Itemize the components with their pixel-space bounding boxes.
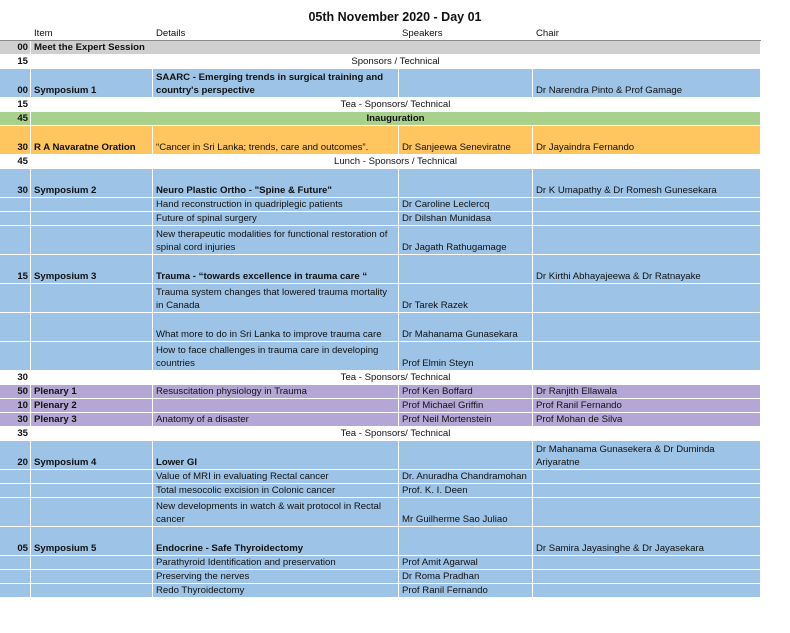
speakers-cell: Dr Tarek Razek <box>399 284 533 313</box>
table-row <box>0 584 761 598</box>
speakers-cell: Prof Elmin Steyn <box>399 342 533 371</box>
time-cell: 10 <box>0 399 31 413</box>
speakers-cell: Prof. K. I. Deen <box>399 484 533 498</box>
table-row <box>0 284 761 313</box>
time-cell: 50 <box>0 385 31 399</box>
table-row <box>0 69 761 98</box>
speakers-cell: Dr. Anuradha Chandramohan <box>399 470 533 484</box>
inauguration-label: Inauguration <box>31 112 761 126</box>
speakers-cell: Mr Guilherme Sao Juliao <box>399 498 533 527</box>
table-row <box>0 399 761 413</box>
details-cell: What more to do in Sri Lanka to improve trauma care <box>153 313 399 342</box>
time-cell: 20 <box>0 441 31 470</box>
chair-cell: Dr Mahanama Gunasekera & Dr Duminda Ariyaratne <box>533 441 761 470</box>
time-cell: 15 <box>0 98 31 112</box>
time-cell <box>0 198 31 212</box>
table-row <box>0 212 761 226</box>
time-cell <box>0 226 31 255</box>
speakers-cell: Prof Ranil Fernando <box>399 584 533 598</box>
item-cell: R A Navaratne Oration <box>31 126 153 155</box>
details-cell: New therapeutic modalities for functional restoration of spinal cord injuries <box>153 226 399 255</box>
time-cell: 35 <box>0 427 31 441</box>
details-cell: Total mesocolic excision in Colonic cancer <box>153 484 399 498</box>
time-cell: 00 <box>0 41 31 55</box>
item-cell <box>31 313 153 342</box>
header-speakers: Speakers <box>399 27 533 41</box>
speakers-cell: Prof Neil Mortenstein <box>399 413 533 427</box>
chair-cell <box>533 313 761 342</box>
speakers-cell: Prof Michael Griffin <box>399 399 533 413</box>
time-cell: 30 <box>0 413 31 427</box>
speakers-cell: Dr Dilshan Munidasa <box>399 212 533 226</box>
item-cell <box>31 284 153 313</box>
item-cell <box>31 470 153 484</box>
speakers-cell: Dr Roma Pradhan <box>399 570 533 584</box>
item-cell: Plenary 1 <box>31 385 153 399</box>
details-cell: Anatomy of a disaster <box>153 413 399 427</box>
speakers-cell <box>399 527 533 556</box>
chair-cell: Dr Jayaindra Fernando <box>533 126 761 155</box>
header-item: Item <box>31 27 153 41</box>
chair-cell <box>533 284 761 313</box>
item-cell <box>31 198 153 212</box>
time-cell <box>0 570 31 584</box>
item-cell: Symposium 3 <box>31 255 153 284</box>
speakers-cell: Prof Amit Agarwal <box>399 556 533 570</box>
time-cell: 00 <box>0 69 31 98</box>
speakers-cell: Dr Sanjeewa Seneviratne <box>399 126 533 155</box>
break-label: Sponsors / Technical <box>31 55 761 69</box>
time-cell: 45 <box>0 155 31 169</box>
break-label: Tea - Sponsors/ Technical <box>31 371 761 385</box>
chair-cell <box>533 226 761 255</box>
header-time <box>0 27 31 41</box>
details-cell: Lower GI <box>153 441 399 470</box>
table-row <box>0 342 761 371</box>
item-cell <box>31 342 153 371</box>
chair-cell: Dr Samira Jayasinghe & Dr Jayasekara <box>533 527 761 556</box>
time-cell <box>0 484 31 498</box>
time-cell <box>0 212 31 226</box>
table-row <box>0 169 761 198</box>
time-cell: 45 <box>0 112 31 126</box>
details-cell <box>153 399 399 413</box>
item-cell <box>31 484 153 498</box>
chair-cell <box>533 556 761 570</box>
break-row <box>0 427 761 441</box>
item-cell <box>31 584 153 598</box>
details-cell: Endocrine - Safe Thyroidectomy <box>153 527 399 556</box>
speakers-cell: Dr Jagath Rathugamage <box>399 226 533 255</box>
schedule-table <box>0 26 761 598</box>
item-cell: Symposium 2 <box>31 169 153 198</box>
item-cell: Symposium 1 <box>31 69 153 98</box>
item-cell: Symposium 4 <box>31 441 153 470</box>
item-cell <box>31 226 153 255</box>
break-row <box>0 371 761 385</box>
speakers-cell: Dr Caroline Leclercq <box>399 198 533 212</box>
chair-cell <box>533 570 761 584</box>
item-cell: Plenary 2 <box>31 399 153 413</box>
chair-cell: Prof Mohan de Silva <box>533 413 761 427</box>
time-cell: 30 <box>0 169 31 198</box>
details-cell: Parathyroid Identification and preservation <box>153 556 399 570</box>
break-label: Tea - Sponsors/ Technical <box>31 427 761 441</box>
table-row <box>0 570 761 584</box>
details-cell: Future of spinal surgery <box>153 212 399 226</box>
header-details: Details <box>153 27 399 41</box>
item-cell: Meet the Expert Session <box>31 41 761 55</box>
details-cell: Hand reconstruction in quadriplegic patients <box>153 198 399 212</box>
details-cell: New developments in watch & wait protocol in Rectal cancer <box>153 498 399 527</box>
table-row <box>0 556 761 570</box>
item-cell <box>31 498 153 527</box>
chair-cell <box>533 584 761 598</box>
time-cell <box>0 313 31 342</box>
chair-cell <box>533 484 761 498</box>
item-cell <box>31 212 153 226</box>
table-row <box>0 126 761 155</box>
table-row <box>0 313 761 342</box>
speakers-cell: Dr Mahanama Gunasekara <box>399 313 533 342</box>
speakers-cell: Prof Ken Boffard <box>399 385 533 399</box>
time-cell <box>0 284 31 313</box>
chair-cell <box>533 498 761 527</box>
time-cell <box>0 584 31 598</box>
details-cell: Trauma - “towards excellence in trauma care “ <box>153 255 399 284</box>
table-row <box>0 41 761 55</box>
details-cell: “Cancer in Sri Lanka; trends, care and outcomes”. <box>153 126 399 155</box>
chair-cell <box>533 198 761 212</box>
header-row <box>0 27 761 41</box>
table-row <box>0 198 761 212</box>
chair-cell <box>533 470 761 484</box>
details-cell: Redo Thyroidectomy <box>153 584 399 598</box>
table-row <box>0 441 761 470</box>
break-label: Lunch - Sponsors / Technical <box>31 155 761 169</box>
details-cell: Preserving the nerves <box>153 570 399 584</box>
item-cell: Symposium 5 <box>31 527 153 556</box>
speakers-cell <box>399 255 533 284</box>
table-row <box>0 498 761 527</box>
time-cell: 30 <box>0 371 31 385</box>
time-cell <box>0 498 31 527</box>
time-cell: 15 <box>0 255 31 284</box>
table-row <box>0 385 761 399</box>
speakers-cell <box>399 69 533 98</box>
table-row <box>0 226 761 255</box>
table-row <box>0 470 761 484</box>
chair-cell <box>533 212 761 226</box>
item-cell: Plenary 3 <box>31 413 153 427</box>
table-row <box>0 112 761 126</box>
speakers-cell <box>399 169 533 198</box>
details-cell: How to face challenges in trauma care in developing countries <box>153 342 399 371</box>
details-cell: Value of MRI in evaluating Rectal cancer <box>153 470 399 484</box>
schedule-title: 05th November 2020 - Day 01 <box>308 10 482 24</box>
details-cell: Trauma system changes that lowered trauma mortality in Canada <box>153 284 399 313</box>
chair-cell: Prof Ranil Fernando <box>533 399 761 413</box>
time-cell <box>0 470 31 484</box>
time-cell <box>0 342 31 371</box>
item-cell <box>31 570 153 584</box>
chair-cell: Dr Narendra Pinto & Prof Gamage <box>533 69 761 98</box>
chair-cell <box>533 342 761 371</box>
break-label: Tea - Sponsors/ Technical <box>31 98 761 112</box>
table-row <box>0 484 761 498</box>
table-row <box>0 413 761 427</box>
time-cell: 15 <box>0 55 31 69</box>
table-row <box>0 255 761 284</box>
header-chair: Chair <box>533 27 761 41</box>
break-row <box>0 55 761 69</box>
break-row <box>0 155 761 169</box>
chair-cell: Dr Ranjith Ellawala <box>533 385 761 399</box>
details-cell: Neuro Plastic Ortho - "Spine & Future" <box>153 169 399 198</box>
time-cell: 05 <box>0 527 31 556</box>
item-cell <box>31 556 153 570</box>
time-cell <box>0 556 31 570</box>
speakers-cell <box>399 441 533 470</box>
break-row <box>0 98 761 112</box>
details-cell: SAARC - Emerging trends in surgical training and country's perspective <box>153 69 399 98</box>
chair-cell: Dr Kirthi Abhayajeewa & Dr Ratnayake <box>533 255 761 284</box>
details-cell: Resuscitation physiology in Trauma <box>153 385 399 399</box>
time-cell: 30 <box>0 126 31 155</box>
chair-cell: Dr K Umapathy & Dr Romesh Gunesekara <box>533 169 761 198</box>
table-row <box>0 527 761 556</box>
